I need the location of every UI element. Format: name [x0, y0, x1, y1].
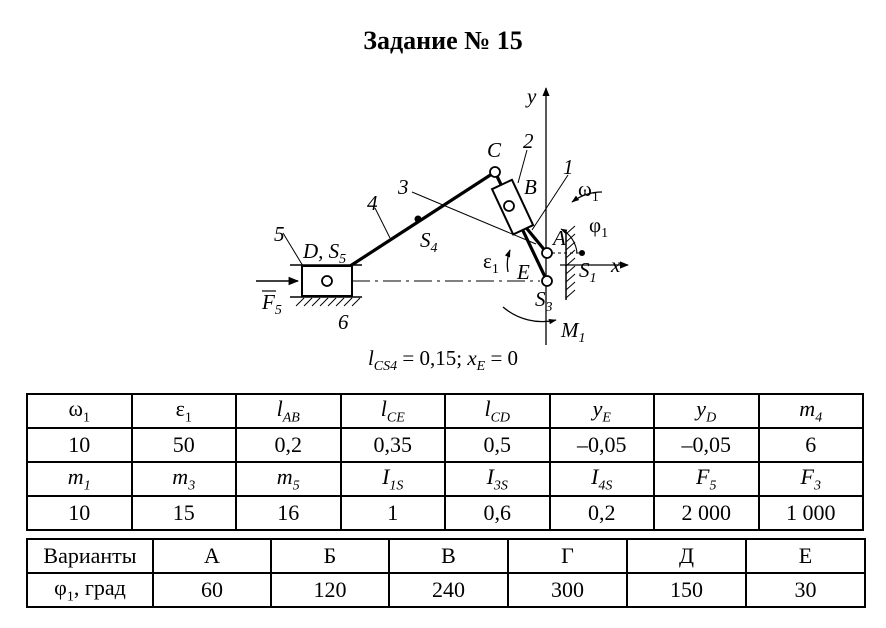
- param-value-2: 16: [236, 496, 341, 530]
- label-phi1: $\varphi_1$: [589, 213, 609, 241]
- label-s3: $S_3$: [535, 287, 553, 315]
- variant-5: Е: [746, 539, 865, 573]
- param-value-6: –0,05: [654, 428, 759, 462]
- joint-e: [542, 276, 552, 286]
- page-title: Задание № 15: [363, 26, 523, 55]
- leader-1: [532, 175, 568, 230]
- label-s4: $S_4$: [420, 228, 438, 256]
- param-value-4: 0,6: [445, 496, 550, 530]
- variant-0: А: [153, 539, 271, 573]
- label-link-5: 5: [274, 222, 285, 246]
- param-symbol-1: $m_3$: [132, 462, 237, 496]
- param-symbol-3: $l_{CE}$: [341, 394, 446, 428]
- phi-value-2: 240: [389, 573, 508, 607]
- param-value-6: 2 000: [654, 496, 759, 530]
- centre-s4: [415, 216, 422, 223]
- label-link-6: 6: [338, 310, 349, 334]
- param-value-7: 1 000: [759, 496, 864, 530]
- phi-label: $\varphi_1$, град: [27, 573, 153, 607]
- param-symbol-2: $l_{AB}$: [236, 394, 341, 428]
- param-symbol-5: $y_E$: [550, 394, 655, 428]
- joint-a: [542, 248, 552, 258]
- y-axis-label: y: [527, 84, 537, 108]
- label-eps1: $\varepsilon_1$: [483, 249, 499, 277]
- param-symbol-6: $F_5$: [654, 462, 759, 496]
- joint-d: [322, 276, 332, 286]
- label-e: E: [517, 260, 530, 284]
- eps1-arrow: [507, 250, 510, 272]
- variants-row: [27, 539, 865, 573]
- x-axis-label: x: [611, 253, 621, 277]
- label-link-4: 4: [367, 191, 378, 215]
- params-value-row-1: [27, 428, 863, 462]
- variant-2: В: [389, 539, 508, 573]
- param-value-7: 6: [759, 428, 864, 462]
- params-table: [26, 393, 864, 531]
- variant-3: Г: [508, 539, 627, 573]
- param-symbol-2: $m_5$: [236, 462, 341, 496]
- param-symbol-3: $I_{1S}$: [341, 462, 446, 496]
- param-value-3: 0,35: [341, 428, 446, 462]
- phi-row: [27, 573, 865, 607]
- param-symbol-4: $l_{CD}$: [445, 394, 550, 428]
- caption: $l_{CS4} = 0,15$; $x_E = 0$: [367, 346, 519, 375]
- guide-hatch: [296, 298, 360, 306]
- label-b: B: [524, 175, 537, 199]
- param-symbol-6: $y_D$: [654, 394, 759, 428]
- phi-value-0: 60: [153, 573, 271, 607]
- variants-label: Варианты: [27, 539, 153, 573]
- param-value-5: 0,2: [550, 496, 655, 530]
- centre-s1: [579, 250, 585, 256]
- params-header-row-2: [27, 462, 863, 496]
- variants-table: [26, 538, 866, 608]
- variant-4: Д: [627, 539, 746, 573]
- joint-b: [504, 201, 514, 211]
- phi-value-4: 150: [627, 573, 746, 607]
- leader-5: [283, 233, 303, 266]
- param-value-1: 50: [132, 428, 237, 462]
- label-f5: $F_5$: [262, 290, 282, 318]
- param-value-0: 10: [27, 428, 132, 462]
- label-m1: $M_1$: [561, 318, 586, 346]
- label-s1: $S_1$: [579, 258, 597, 286]
- param-symbol-1: $\varepsilon_1$: [132, 394, 237, 428]
- params-header-row-1: [27, 394, 863, 428]
- param-symbol-0: $m_1$: [27, 462, 132, 496]
- param-symbol-7: $F_3$: [759, 462, 864, 496]
- label-link-1: 1: [563, 155, 574, 179]
- label-c: C: [487, 138, 502, 162]
- label-omega1: $\omega_1$: [578, 177, 599, 205]
- param-symbol-0: $\omega_1$: [27, 394, 132, 428]
- params-value-row-2: [27, 496, 863, 530]
- label-d: D, $S_5$: [303, 239, 347, 267]
- variant-1: Б: [271, 539, 389, 573]
- label-a: A: [553, 226, 566, 250]
- param-value-3: 1: [341, 496, 446, 530]
- phi-value-1: 120: [271, 573, 389, 607]
- param-value-1: 15: [132, 496, 237, 530]
- param-value-0: 10: [27, 496, 132, 530]
- label-link-2: 2: [523, 129, 534, 153]
- label-link-3: 3: [398, 175, 409, 199]
- param-value-4: 0,5: [445, 428, 550, 462]
- param-symbol-7: $m_4$: [759, 394, 864, 428]
- phi-value-3: 300: [508, 573, 627, 607]
- param-value-2: 0,2: [236, 428, 341, 462]
- joint-c: [490, 167, 500, 177]
- param-value-5: –0,05: [550, 428, 655, 462]
- param-symbol-4: $I_{3S}$: [445, 462, 550, 496]
- param-symbol-5: $I_{4S}$: [550, 462, 655, 496]
- phi-value-5: 30: [746, 573, 865, 607]
